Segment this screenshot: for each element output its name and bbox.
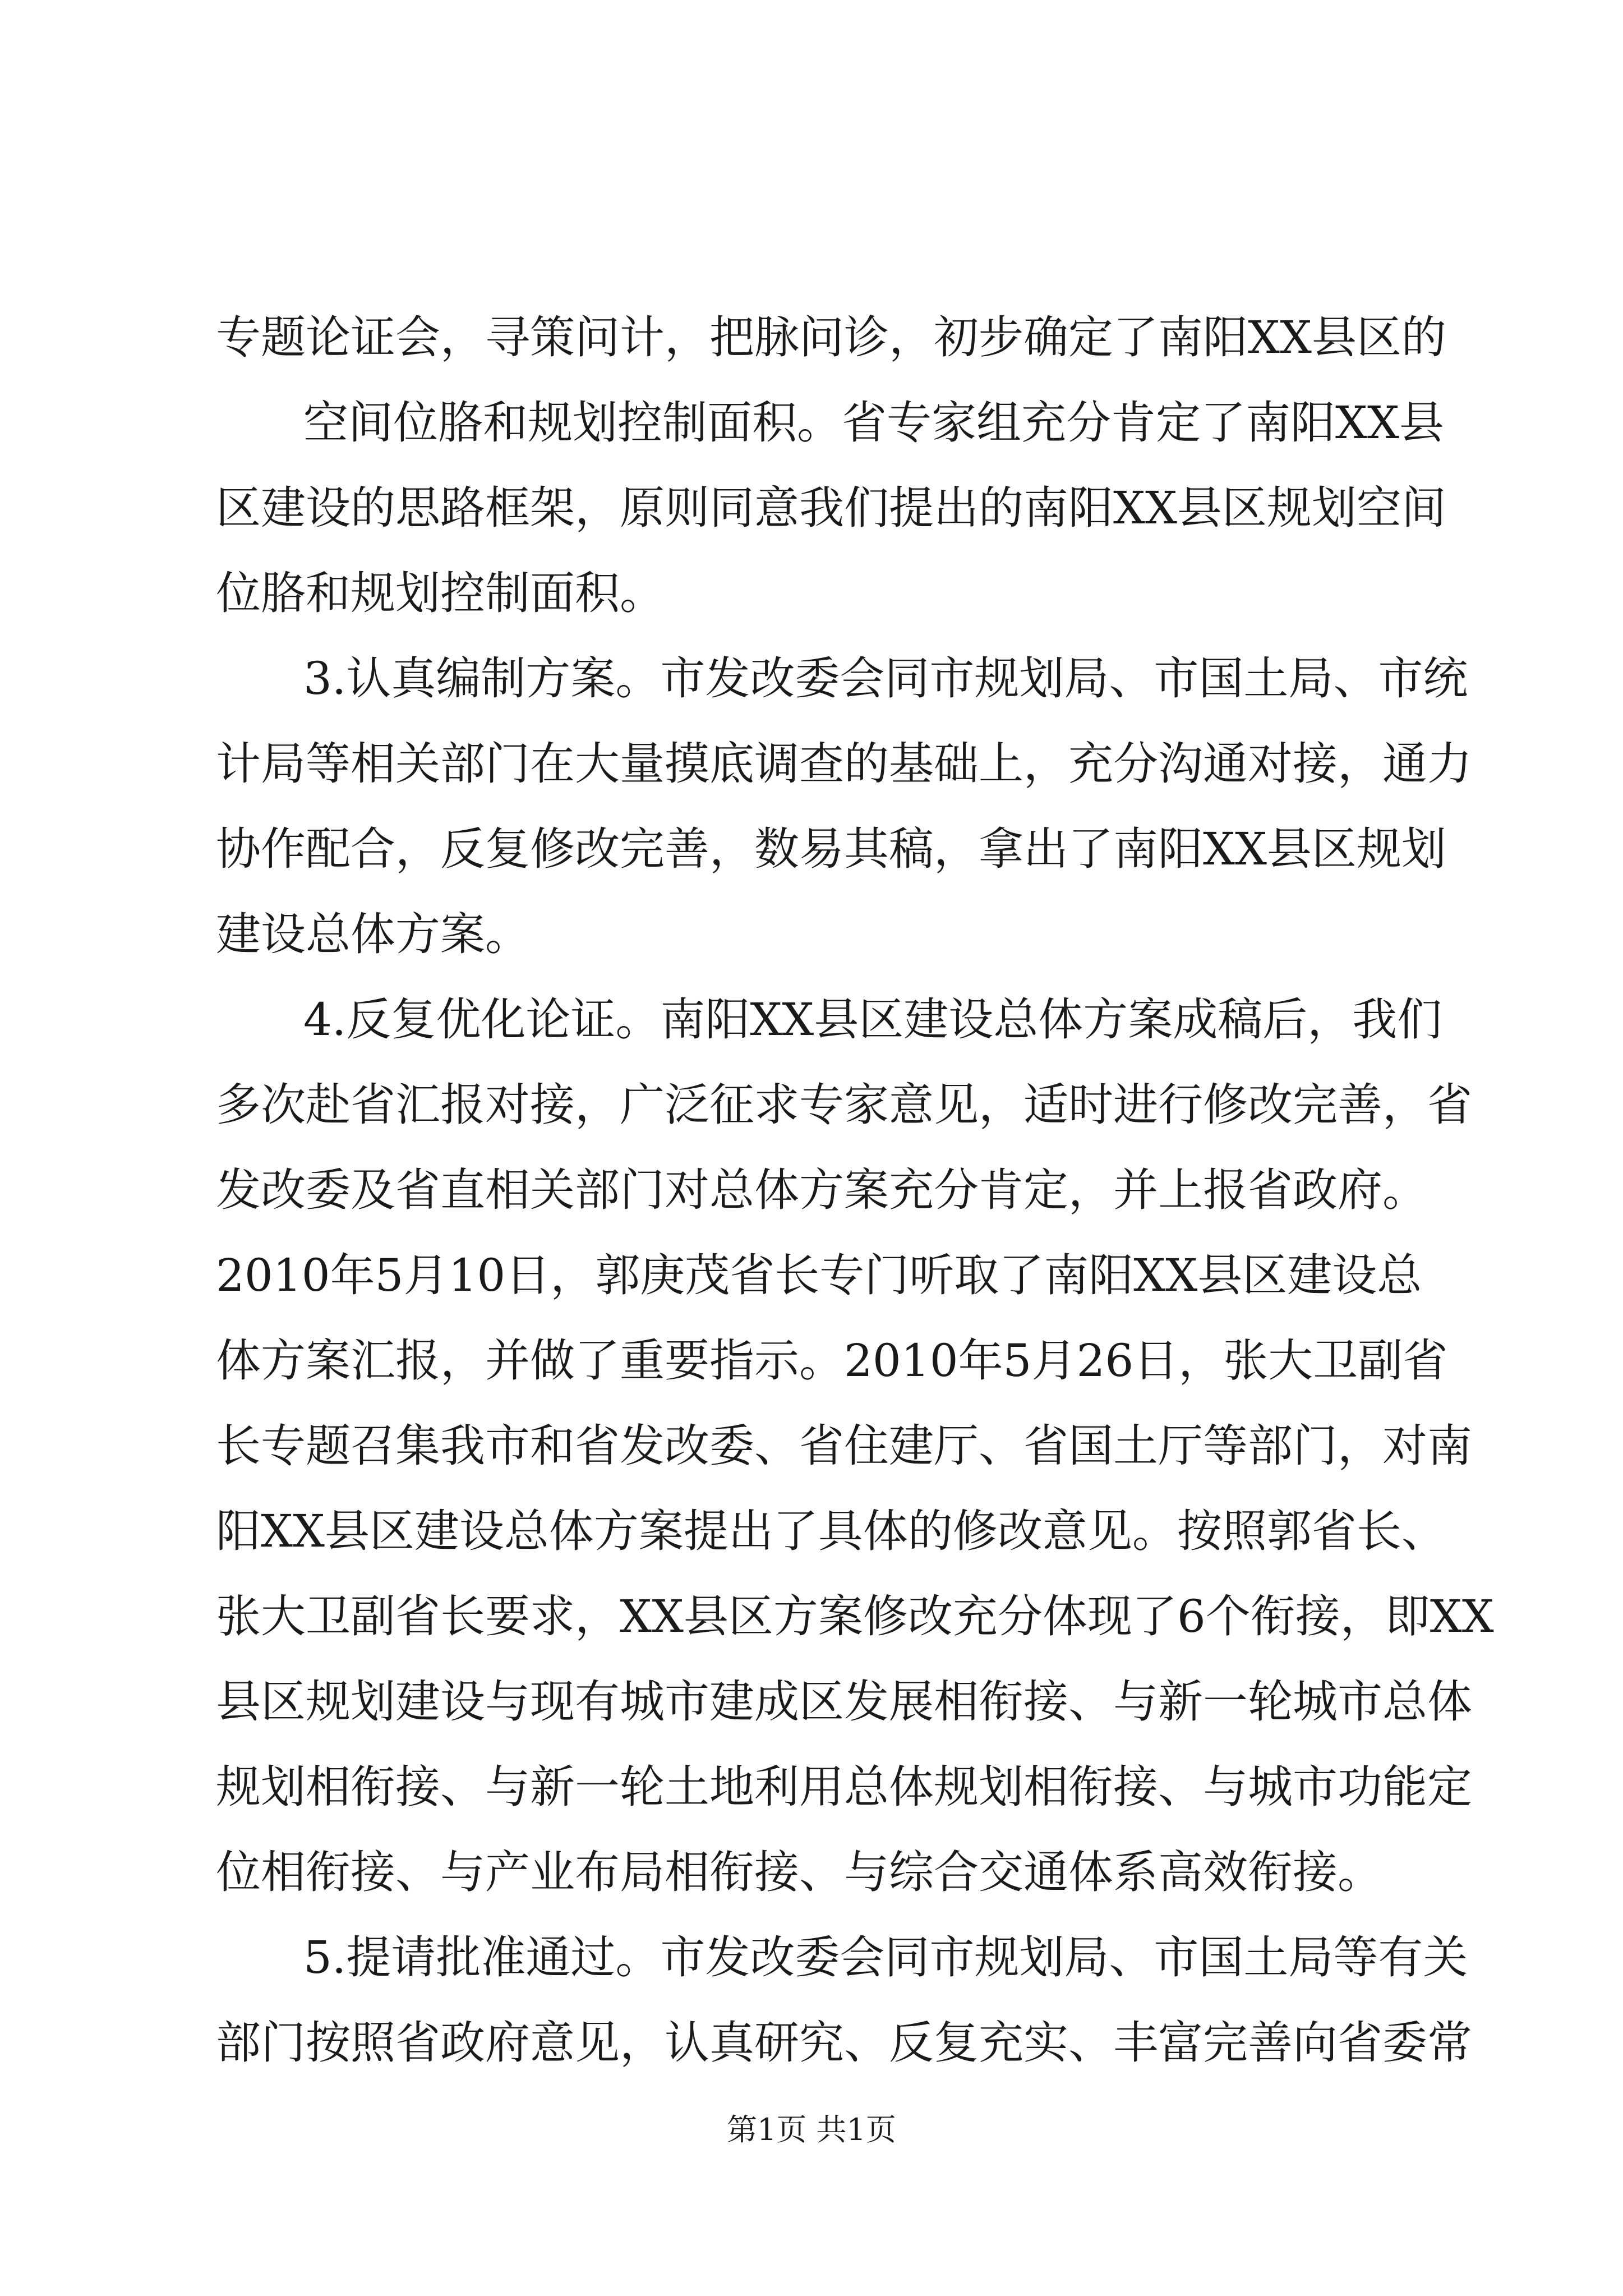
document-body	[216, 295, 1494, 2086]
text-line: 2010年5月10日，郭庚茂省长专门听取了南阳XX县区建设总	[216, 1249, 1422, 1301]
text-line: 4.反复优化论证。南阳XX县区建设总体方案成稿后，我们	[303, 993, 1442, 1046]
text-line: 长专题召集我市和省发改委、省住建厅、省国土厅等部门，对南	[216, 1420, 1472, 1472]
text-line: 协作配合，反复修改完善，数易其稿，拿出了南阳XX县区规划	[216, 823, 1446, 875]
text-line: 专题论证会，寻策问计，把脉问诊，初步确定了南阳XX县区的	[216, 311, 1446, 364]
text-line: 多次赴省汇报对接，广泛征求专家意见，适时进行修改完善，省	[216, 1079, 1472, 1131]
text-line: 建设总体方案。	[216, 908, 530, 960]
page-footer	[0, 2110, 1623, 2150]
text-line: 发改委及省直相关部门对总体方案充分肯定，并上报省政府。	[216, 1164, 1427, 1216]
text-line: 区建设的思路框架，原则同意我们提出的南阳XX县区规划空间	[216, 482, 1446, 534]
text-line: 张大卫副省长要求，XX县区方案修改充分体现了6个衔接，即XX	[216, 1590, 1494, 1642]
text-line: 位胳和规划控制面积。	[216, 567, 665, 619]
text-line: 空间位胳和规划控制面积。省专家组充分肯定了南阳XX县	[303, 397, 1444, 449]
text-line: 阳XX县区建设总体方案提出了具体的修改意见。按照郭省长、	[216, 1505, 1446, 1557]
text-line: 位相衔接、与产业布局相衔接、与综合交通体系高效衔接。	[216, 1846, 1382, 1898]
text-line: 5.提请批准通过。市发改委会同市规划局、市国土局等有关	[303, 1931, 1468, 1984]
text-line: 体方案汇报，并做了重要指示。2010年5月26日，张大卫副省	[216, 1335, 1448, 1387]
text-line: 部门按照省政府意见，认真研究、反复充实、丰富完善向省委常	[216, 2017, 1472, 2069]
text-line: 规划相衔接、与新一轮土地利用总体规划相衔接、与城市功能定	[216, 1761, 1472, 1813]
text-line: 3.认真编制方案。市发改委会同市规划局、市国土局、市统	[303, 652, 1468, 705]
text-line: 计局等相关部门在大量摸底调查的基础上，充分沟通对接，通力	[216, 738, 1472, 790]
page-number-label: 第1页 共1页	[727, 2112, 896, 2147]
text-line: 县区规划建设与现有城市建成区发展相衔接、与新一轮城市总体	[216, 1676, 1472, 1728]
